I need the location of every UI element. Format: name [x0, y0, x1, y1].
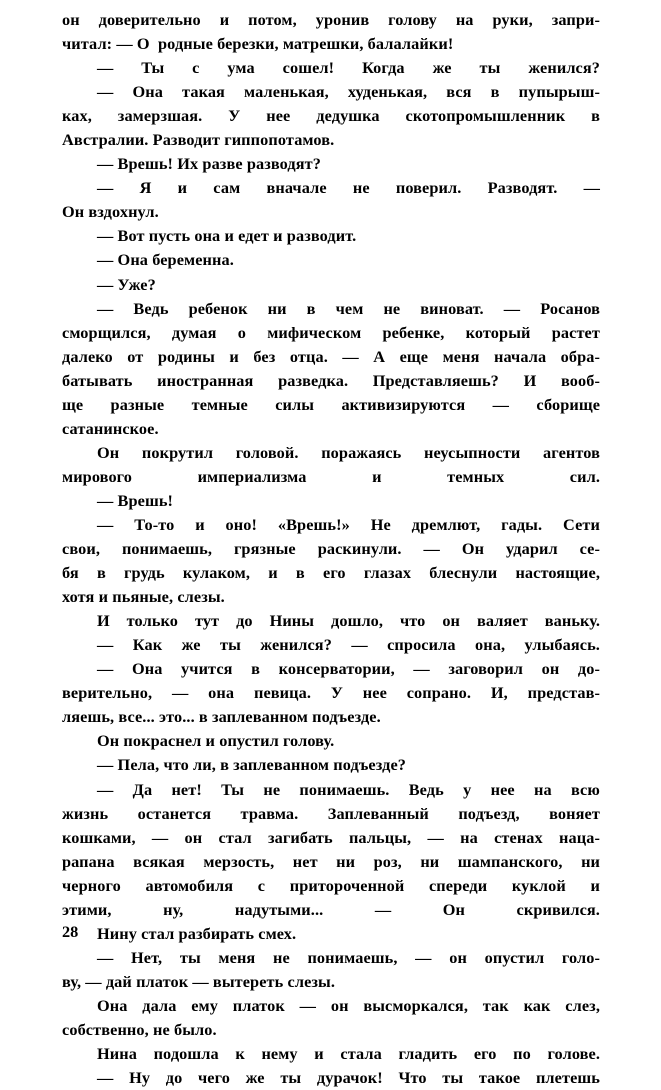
text-line: хотя и пьяные, слезы. — [62, 587, 225, 607]
text-line: — То-то и оно! «Врешь!» Не дремлют, гады. Сети — [97, 514, 600, 534]
text-line: свои, понимаешь, грязные раскинули. — Он ударил се- — [62, 539, 601, 559]
text-line: — Уже? — [97, 274, 156, 294]
text-line: ву, — дай платок — вытереть слезы. — [62, 971, 336, 991]
page-number: 28 — [62, 922, 79, 941]
text-line: Он вздохнул. — [62, 202, 159, 222]
text-line: ще разные темные силы активизируются — сборище — [62, 394, 601, 414]
text-line: он доверительно и потом, уронив голову на руки, запри- — [62, 10, 601, 29]
text-line: И только тут до Нины дошло, что он валяет ваньку. — [97, 611, 601, 631]
text-line: рапана всякая мерзость, нет ни роз, ни шампанского, ни — [62, 851, 601, 871]
text-line: батывать иностранная разведка. Представляешь? И вооб- — [62, 370, 600, 390]
text-line: жизнь останется травма. Заплеванный подъезд, воняет — [62, 803, 600, 823]
page-text-column — [62, 8, 600, 1090]
text-line: Он покраснел и опустил голову. — [97, 731, 335, 751]
text-line: сатанинское. — [62, 418, 159, 438]
text-line: кошками, — он стал загибать пальцы, — на стенах наца- — [62, 827, 600, 847]
text-line: Австралии. Разводит гиппопотамов. — [62, 130, 335, 150]
text-line: — Она такая маленькая, худенькая, вся в пупырыш- — [97, 82, 600, 102]
text-line: этими, ну, надутыми... — Он скривился. — [62, 899, 600, 919]
text-line: Нина подошла к нему и стала гладить его по голове. — [97, 1044, 601, 1064]
text-line: — Да нет! Ты не понимаешь. Ведь у нее на всю — [97, 779, 600, 799]
text-line: читал: — О родные березки, матрешки, балалайки! — [62, 34, 454, 54]
text-line: — Она учится в консерватории, — заговорил он до- — [97, 659, 601, 679]
text-line: Нину стал разбирать смех. — [97, 923, 297, 943]
text-line: собственно, не было. — [62, 1019, 217, 1039]
text-line: — Ты с ума сошел! Когда же ты женился? — [97, 58, 601, 78]
text-line: сморщился, думая о мифическом ребенке, который растет — [62, 322, 600, 342]
text-line: — Врешь! — [97, 490, 174, 510]
text-line: — Она беременна. — [97, 250, 234, 270]
text-line: верительно, — она певица. У нее сопрано. И, представ- — [62, 683, 601, 703]
text-line: — Пела, что ли, в заплеванном подъезде? — [97, 755, 407, 775]
text-line: — Нет, ты меня не понимаешь, — он опустил голо- — [97, 947, 600, 967]
text-line: ках, замерзшая. У нее дедушка скотопромышленник в — [62, 106, 600, 126]
text-line: бя в грудь кулаком, и в его глазах блеснули настоящие, — [62, 563, 601, 583]
text-line: мирового империализма и темных сил. — [62, 466, 601, 486]
text-line: — Врешь! Их разве разводят? — [97, 154, 322, 174]
text-line: — Как же ты женился? — спросила она, улыбаясь. — [97, 635, 600, 655]
text-line: — Ну до чего же ты дурачок! Что ты такое плетешь — [97, 1068, 600, 1088]
text-line: Он покрутил головой. поражаясь неусыпности агентов — [97, 442, 600, 462]
text-line: ляешь, все... это... в заплеванном подъезде. — [62, 707, 381, 727]
text-line: — Я и сам вначале не поверил. Разводят. — — [97, 178, 600, 198]
text-line: Она дала ему платок — он высморкался, так как слез, — [97, 995, 600, 1015]
text-line: — Ведь ребенок ни в чем не виноват. — Росанов — [97, 298, 601, 318]
text-line: далеко от родины и без отца. — А еще меня начала обра- — [62, 346, 601, 366]
text-line: — Вот пусть она и едет и разводит. — [97, 226, 357, 246]
text-line: черного автомобиля с притороченной спереди куклой и — [62, 875, 600, 895]
